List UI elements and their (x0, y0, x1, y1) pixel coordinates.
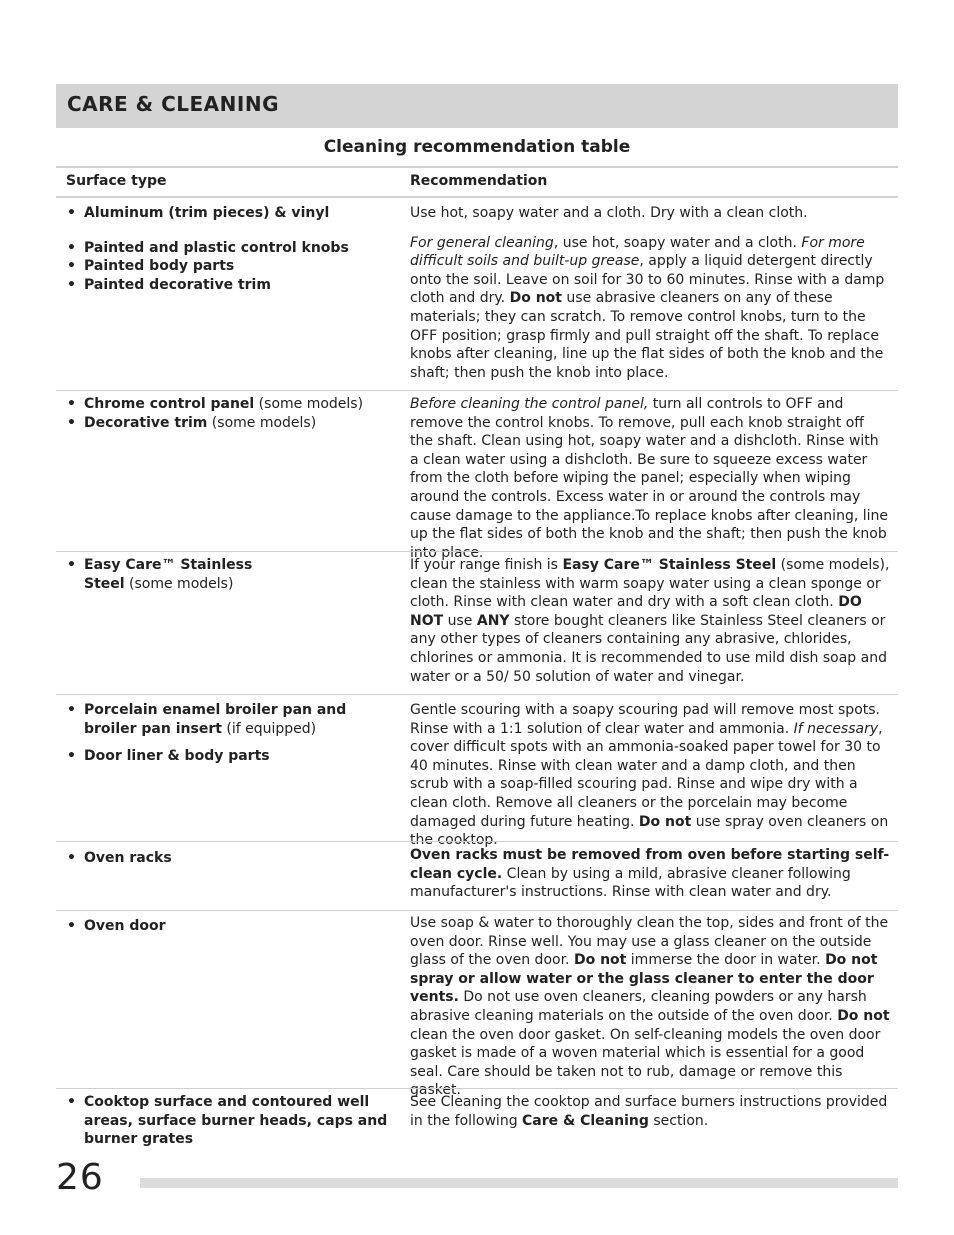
surface-cell (66, 1093, 396, 1149)
recommendation-text: Use soap & water to thoroughly clean the top, sides and front of the oven door. Rinse well. You may use a glass cleaner on the outside glass of the oven door. Do not immerse the door in water. Do not spray or allow water or the glass cleaner to enter the door vents. Do not use oven cleaners, cleaning powders or any harsh abrasive cleaning materials on the outside of the oven door. Do not clean the oven door gasket. On self-cleaning models the oven door gasket is made of a woven material which is essential for a good seal. Care should be taken not to rub, damage or remove this gasket. (410, 915, 890, 1099)
surface-cell (66, 556, 266, 593)
recommendation-cell (410, 846, 890, 902)
table-title: Cleaning recommendation table (323, 137, 631, 157)
surface-item: • Aluminum (trim pieces) & vinyl (66, 204, 396, 223)
recommendation-cell (410, 914, 890, 1100)
recommendation-cell (410, 204, 890, 382)
surface-cell (66, 849, 396, 868)
footer-bar (140, 1178, 898, 1188)
surface-item: • Oven door (66, 917, 396, 936)
recommendation-cell (410, 701, 890, 850)
row-divider (56, 390, 898, 391)
recommendation-text: For general cleaning, use hot, soapy water and a cloth. For more difficult soils and built-up grease, apply a liquid detergent directly onto the soil. Leave on soil for 30 to 60 minutes. Rinse with a damp cloth and dry. Do not use abrasive cleaners on any of these materials; they can scratch. To remove control knobs, turn to the OFF position; grasp firmly and pull straight off the shaft. To replace knobs after cleaning, line up the flat sides of both the knob and the shaft; then push the knob into place. (410, 234, 885, 381)
header-bottom-rule (56, 196, 898, 198)
recommendation-cell (410, 556, 890, 686)
page-number: 26 (56, 1157, 104, 1198)
surface-cell (66, 204, 396, 294)
surface-cell (66, 395, 396, 432)
surface-item: • Painted and plastic control knobs (66, 239, 396, 258)
recommendation-text: Oven racks must be removed from oven before starting self-clean cycle. Clean by using a mild, abrasive cleaner following manufacturer's instructions. Rinse with clean water and dry. (410, 847, 890, 901)
surface-item: • Painted body parts (66, 257, 396, 276)
recommendation-cell (410, 395, 890, 562)
surface-item: • Painted decorative trim (66, 276, 396, 295)
surface-item: • Porcelain enamel broiler pan and broiler pan insert (if equipped) (66, 701, 396, 738)
row-divider (56, 1088, 898, 1089)
section-header (56, 84, 898, 128)
recommendation-text: Before cleaning the control panel, turn all controls to OFF and remove the control knobs. To remove, pull each knob straight off the shaft. Clean using hot, soapy water and a dishcloth. Rinse with a clean water using a dishcloth. Be sure to squeeze excess water from the cloth before wiping the panel; especially when wiping around the controls. Excess water in or around the controls may cause damage to the appliance.To replace knobs after cleaning, line up the flat sides of both the knob and the shaft; then push the knob into place. (410, 396, 888, 561)
recommendation-text: Use hot, soapy water and a cloth. Dry with a clean cloth. (410, 205, 808, 221)
recommendation-text: Gentle scouring with a soapy scouring pad will remove most spots. Rinse with a 1:1 solution of clear water and ammonia. If necessary, cover difficult spots with an ammonia-soaked paper towel for 30 to 40 minutes. Rinse with clean water and a damp cloth, and then scrub with a soap-filled scouring pad. Rinse and wipe dry with a clean cloth. Remove all cleaners or the porcelain may become damaged during future heating. Do not use spray oven cleaners on the cooktop. (410, 702, 889, 849)
surface-item: • Chrome control panel (some models) (66, 395, 396, 414)
section-title: CARE & CLEANING (67, 92, 279, 116)
surface-item: • Oven racks (66, 849, 396, 868)
surface-item: • Decorative trim (some models) (66, 414, 396, 433)
column-header-recommendation: Recommendation (410, 173, 548, 189)
surface-cell (66, 701, 396, 766)
row-divider (56, 694, 898, 695)
table-top-rule (56, 166, 898, 168)
surface-cell (66, 917, 396, 936)
row-divider (56, 551, 898, 552)
recommendation-text: See Cleaning the cooktop and surface burners instructions provided in the following Care & Cleaning section. (410, 1094, 888, 1129)
row-divider (56, 841, 898, 842)
recommendation-text: If your range finish is Easy Care™ Stainless Steel (some models), clean the stainless with warm soapy water using a clean sponge or cloth. Rinse with clean water and dry with a soft clean cloth. DO NOT use ANY store bought cleaners like Stainless Steel cleaners or any other types of cleaners containing any abrasive, chlorides, chlorines or ammonia. It is recommended to use mild dish soap and water or a 50/ 50 solution of water and vinegar. (410, 557, 890, 685)
recommendation-cell (410, 1093, 890, 1130)
surface-item: • Cooktop surface and contoured well areas, surface burner heads, caps and burner grates (66, 1093, 396, 1149)
surface-item: • Door liner & body parts (66, 747, 396, 766)
column-header-surface: Surface type (66, 173, 167, 189)
row-divider (56, 910, 898, 911)
surface-item: • Easy Care™ Stainless Steel (some models) (66, 556, 266, 593)
